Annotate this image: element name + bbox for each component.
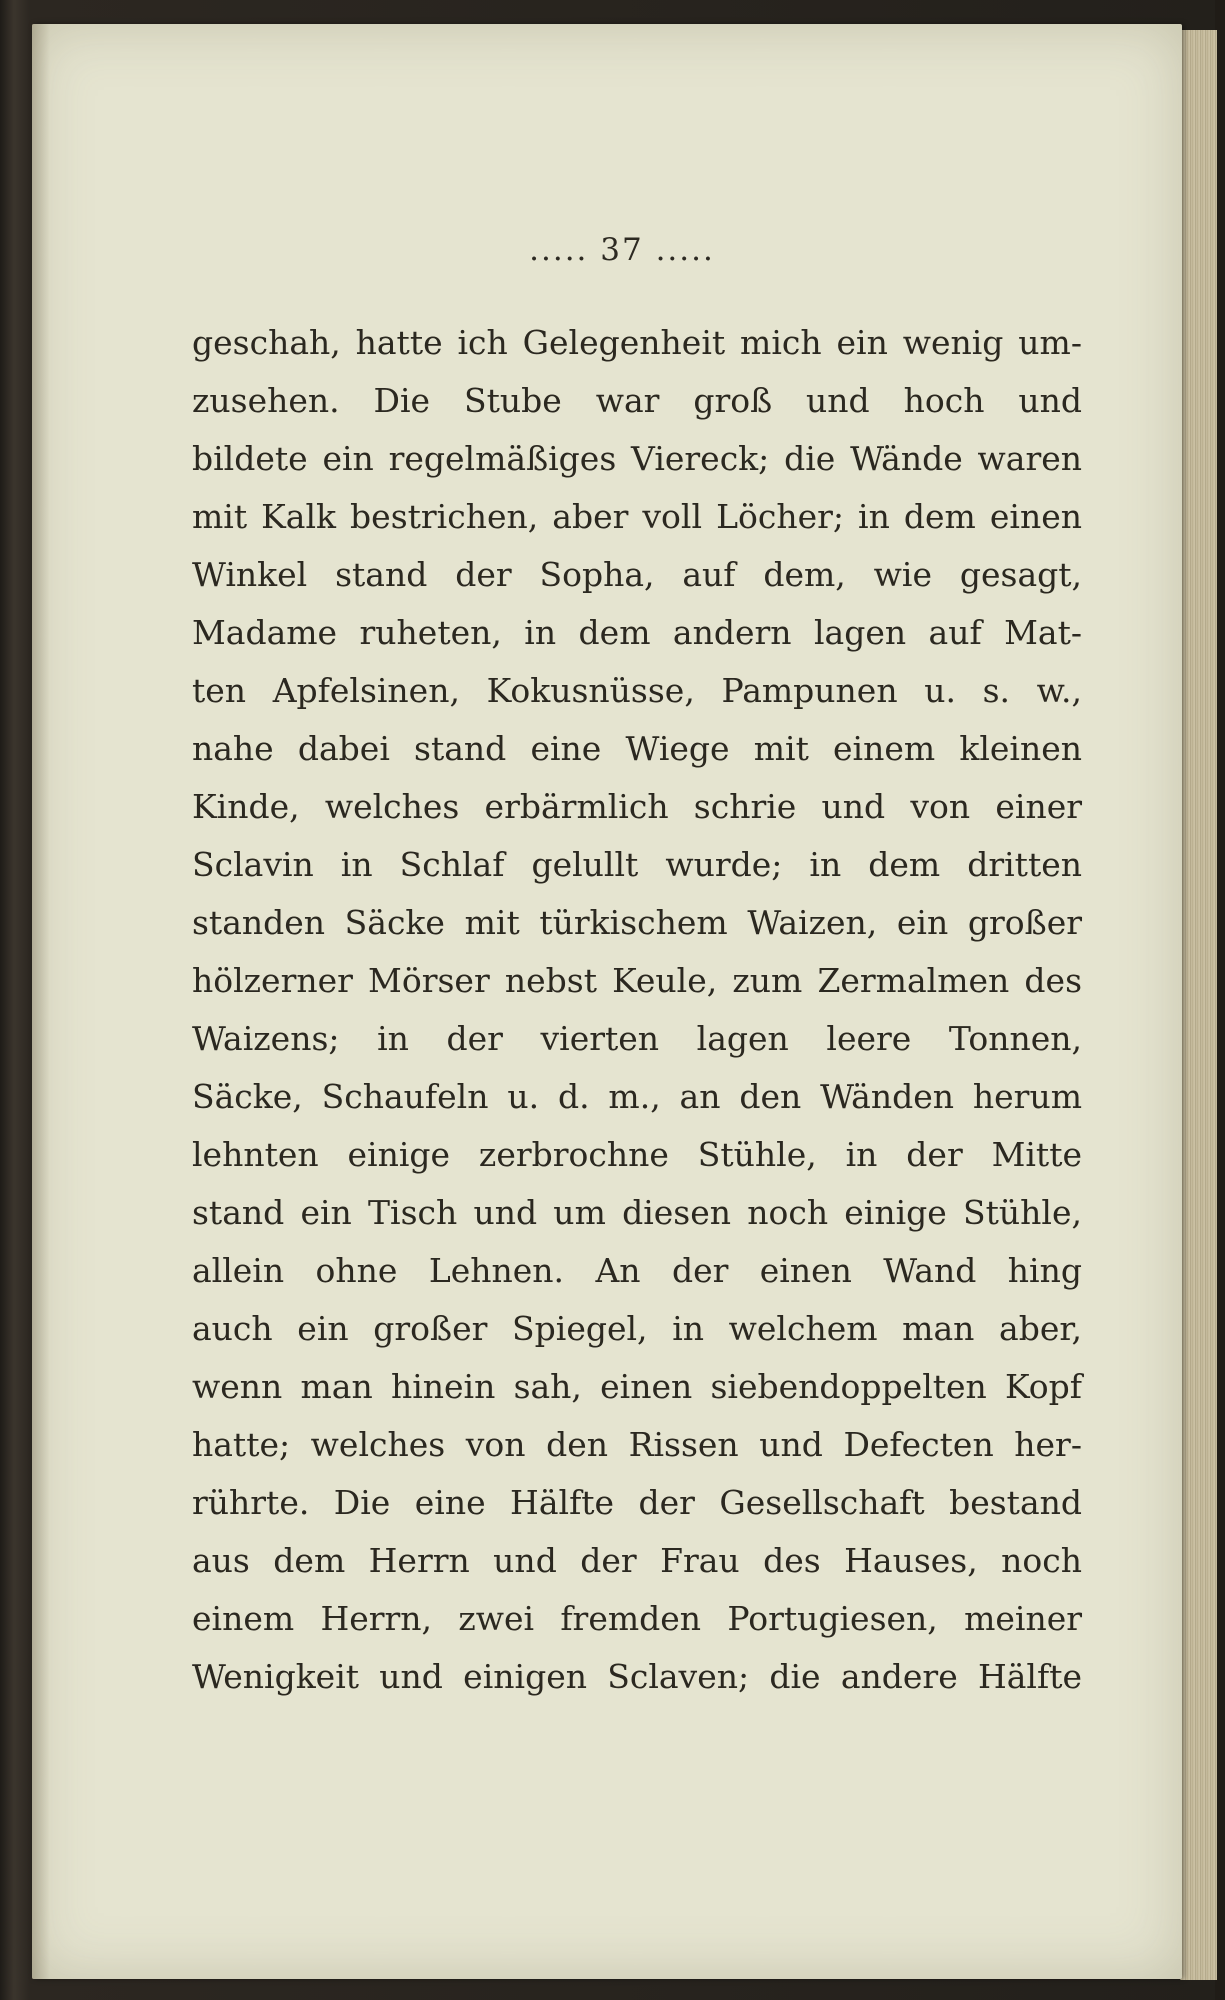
text-line: nahe dabei stand eine Wiege mit einem kleinen	[192, 729, 1082, 768]
text-line: geschah, hatte ich Gelegenheit mich ein wenig um-	[192, 323, 1082, 362]
text-line: standen Säcke mit türkischem Waizen, ein großer	[192, 903, 1082, 942]
text-line: wenn man hinein sah, einen siebendoppelten Kopf	[192, 1367, 1082, 1406]
text-line: allein ohne Lehnen. An der einen Wand hing	[192, 1251, 1082, 1290]
text-line: mit Kalk bestrichen, aber voll Löcher; in dem einen	[192, 497, 1082, 536]
body-text	[192, 314, 1082, 1706]
text-line: Sclavin in Schlaf gelullt wurde; in dem dritten	[192, 845, 1082, 884]
text-line: Waizens; in der vierten lagen leere Tonnen,	[192, 1019, 1082, 1058]
text-line: rührte. Die eine Hälfte der Gesellschaft bestand	[192, 1483, 1082, 1522]
text-line: Madame ruheten, in dem andern lagen auf Mat-	[192, 613, 1082, 652]
text-line: hölzerner Mörser nebst Keule, zum Zermalmen des	[192, 961, 1082, 1000]
text-line: auch ein großer Spiegel, in welchem man aber,	[192, 1309, 1082, 1348]
text-line: Säcke, Schaufeln u. d. m., an den Wänden herum	[192, 1077, 1082, 1116]
text-line: Wenigkeit und einigen Sclaven; die andere Hälfte	[192, 1657, 1082, 1696]
text-line: zusehen. Die Stube war groß und hoch und	[192, 381, 1082, 420]
text-line: bildete ein regelmäßiges Viereck; die Wände waren	[192, 439, 1082, 478]
text-line: aus dem Herrn und der Frau des Hauses, noch	[192, 1541, 1082, 1580]
page-number: ..... 37 .....	[529, 232, 715, 268]
text-line: lehnten einige zerbrochne Stühle, in der Mitte	[192, 1135, 1082, 1174]
page-sheet	[32, 24, 1182, 1979]
text-line: Winkel stand der Sopha, auf dem, wie gesagt,	[192, 555, 1082, 594]
text-line: stand ein Tisch und um diesen noch einige Stühle,	[192, 1193, 1082, 1232]
text-line: einem Herrn, zwei fremden Portugiesen, meiner	[192, 1599, 1082, 1638]
text-line: ten Apfelsinen, Kokusnüsse, Pampunen u. s. w.,	[192, 671, 1082, 710]
page-edges	[1180, 30, 1217, 1980]
text-line: Kinde, welches erbärmlich schrie und von einer	[192, 787, 1082, 826]
text-line: hatte; welches von den Rissen und Defecten her-	[192, 1425, 1082, 1464]
